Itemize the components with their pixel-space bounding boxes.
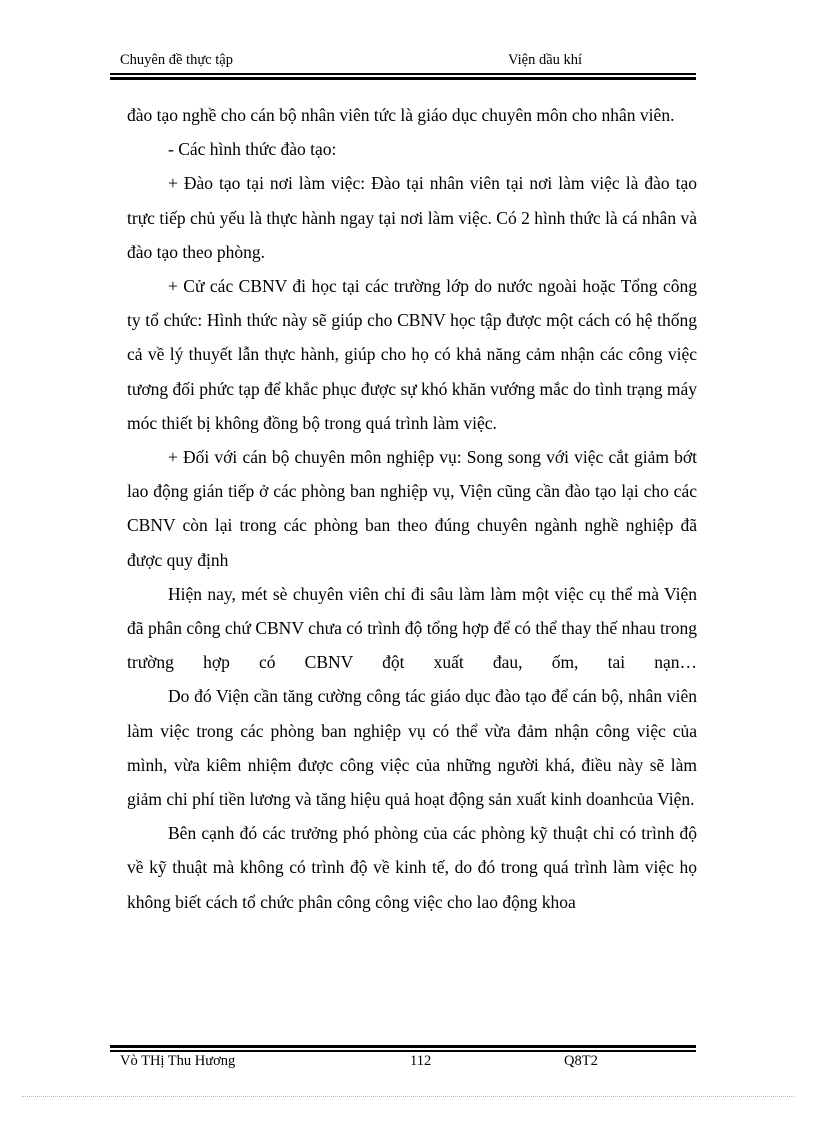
- footer-rule-thin: [110, 1050, 696, 1052]
- paragraph-training-forms: - Các hình thức đào tạo:: [168, 139, 337, 160]
- page-bottom-dotted-border: [22, 1096, 794, 1097]
- footer-page-number: 112: [410, 1053, 432, 1069]
- footer-author: Vò THị Thu Hương: [120, 1053, 236, 1069]
- paragraph-onsite-training: + Đào tạo tại nơi làm việc: Đào tại nhân viên tại nơi làm việc là đào tạo trực tiếp chủ yếu là thực hành ngay tại nơi làm việc. Có 2 hình thức là cá nhân và đào tạo theo phòng.: [127, 173, 697, 262]
- page-header: [110, 52, 696, 72]
- paragraph-current-situation: Hiện nay, mét sè chuyên viên chỉ đi sâu làm làm một việc cụ thể mà Viện đã phân công chứ CBNV chưa có trình độ tổng hợp để có thể thay thế nhau trong trường hợp có CBNV đột xuất đau, ốm, tai nạn…: [127, 583, 697, 673]
- footer-rule-thick: [110, 1045, 696, 1048]
- paragraph-therefore: Do đó Viện cần tăng cường công tác giáo dục đào tạo để cán bộ, nhân viên làm việc trong các phòng ban nghiệp vụ có thể vừa đảm nhận công việc của mình, vừa kiêm nhiệm được công việc của những người khá, điều này sẽ làm giảm chi phí tiền lương và tăng hiệu quả hoạt động sản xuất kinh doanhcủa Viện.: [127, 686, 697, 810]
- paragraph-send-staff: + Cử các CBNV đi học tại các trường lớp do nước ngoài hoặc Tổng công ty tổ chức: Hình thức này sẽ giúp cho CBNV học tập được một cách có hệ thống cả về lý thuyết lẫn thực hành, giúp cho họ có khả năng cảm nhận các công việc tương đối phức tạp để khắc phục được sự khó khăn vướng mắc do tình trạng máy móc thiết bị không đồng bộ trong quá trình làm việc.: [127, 276, 697, 433]
- document-body: [127, 98, 697, 919]
- header-right-title: Viện dầu khí: [508, 52, 583, 68]
- paragraph-besides: Bên cạnh đó các trưởng phó phòng của các phòng kỹ thuật chỉ có trình độ về kỹ thuật mà không có trình độ về kinh tế, do đó trong quá trình làm việc họ không biết cách tổ chức phân công công việc cho lao động khoa: [127, 823, 697, 912]
- paragraph-professional-staff: + Đối với cán bộ chuyên môn nghiệp vụ: Song song với việc cắt giảm bớt lao động gián tiếp ở các phòng ban nghiệp vụ, Viện cũng cần đào tạo lại cho các CBNV còn lại trong các phòng ban theo đúng chuyên ngành nghề nghiệp đã được quy định: [127, 447, 697, 570]
- header-left-title: Chuyên đề thực tập: [120, 52, 233, 68]
- header-rule-thick: [110, 77, 696, 80]
- paragraph-continuation: đào tạo nghề cho cán bộ nhân viên tức là giáo dục chuyên môn cho nhân viên.: [127, 105, 675, 125]
- page-footer: [110, 1053, 696, 1073]
- footer-code: Q8T2: [564, 1053, 598, 1069]
- header-rule-thin: [110, 73, 696, 75]
